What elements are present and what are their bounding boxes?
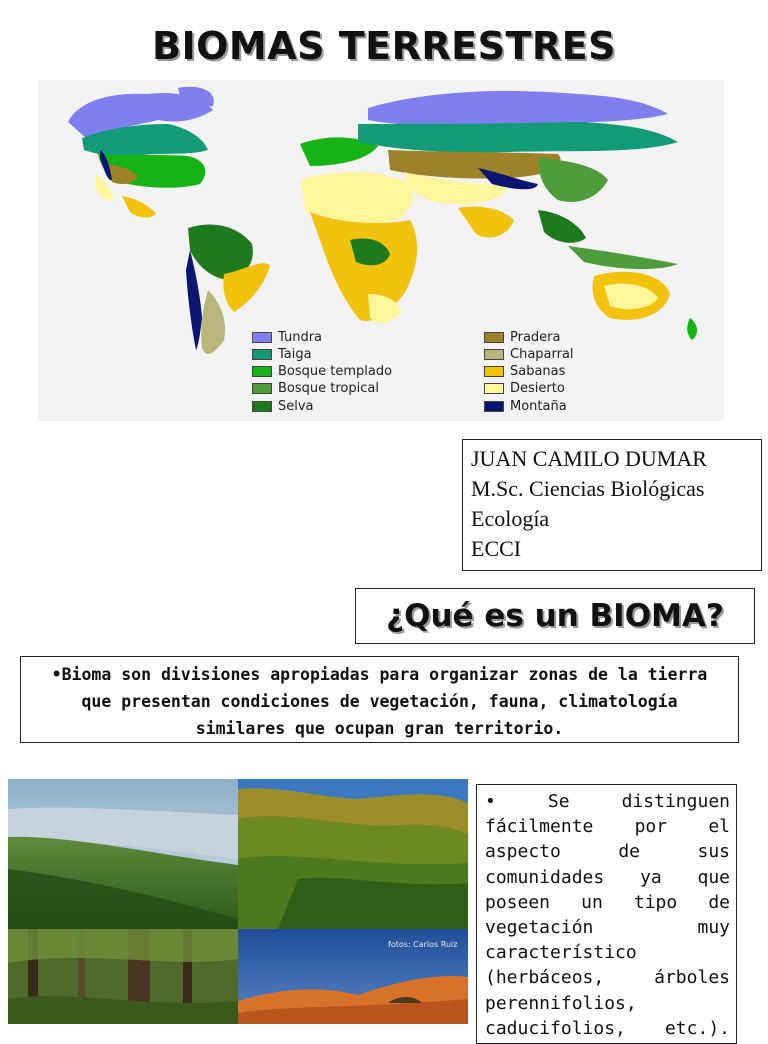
institution: ECCI <box>471 536 522 561</box>
description-line: perennifolios, <box>485 992 637 1014</box>
legend-item-tundra <box>252 330 322 346</box>
legend-label: Selva <box>278 399 314 414</box>
description-line: aspecto de sus <box>485 841 730 863</box>
forest-hills-photo-graphic <box>238 779 468 929</box>
legend-item-pradera <box>484 330 560 346</box>
grassland-photo-graphic <box>8 779 238 929</box>
biome-region-sa-mtn <box>186 250 202 350</box>
biome-region-as-tundra <box>368 91 668 127</box>
chaparral-swatch <box>484 349 504 360</box>
desierto-swatch <box>484 383 504 394</box>
photo-forest-hills <box>238 779 468 929</box>
legend-label: Montaña <box>510 399 567 414</box>
selva-swatch <box>252 401 272 412</box>
legend-item-taiga <box>252 347 312 363</box>
legend-item-bosque-templado <box>252 364 392 380</box>
definition-box <box>20 656 739 743</box>
legend-label: Pradera <box>510 330 561 345</box>
course-subject: Ecología <box>471 506 550 531</box>
definition-line: •Bioma son divisiones apropiadas para organizar zonas de la tierra <box>51 665 708 684</box>
legend-item-desierto <box>484 381 565 397</box>
biome-region-as-sav <box>458 207 514 238</box>
description-line: vegetación muy <box>485 917 730 939</box>
taiga-swatch <box>252 349 272 360</box>
photo-desert-dunes <box>238 929 468 1024</box>
biome-world-map <box>38 80 724 421</box>
photo-grassland-plain <box>8 779 238 929</box>
legend-item-sabanas <box>484 364 565 380</box>
photo-rainforest <box>8 929 238 1024</box>
legend-item-selva <box>252 399 314 415</box>
biome-region-ca-sav <box>122 196 156 218</box>
biome-region-sa-south <box>201 290 225 354</box>
author-degree: M.Sc. Ciencias Biológicas <box>471 476 705 501</box>
legend-label: Bosque tropical <box>278 381 379 396</box>
legend-label: Tundra <box>278 330 323 345</box>
description-line: comunidades ya que <box>485 866 730 888</box>
pradera-swatch <box>484 332 504 343</box>
legend-label: Desierto <box>510 381 565 396</box>
definition-line: similares que ocupan gran territorio. <box>195 719 564 738</box>
tundra-swatch <box>252 332 272 343</box>
biome-region-as-islands <box>568 246 678 269</box>
photo-credit: fotos: Carlos Ruiz <box>388 940 458 949</box>
legend-label: Sabanas <box>510 364 566 379</box>
description-line: poseen un tipo de <box>485 891 730 913</box>
biome-region-as-taiga <box>358 122 678 153</box>
biome-region-as-selva <box>538 210 586 243</box>
description-line: • Se distinguen <box>485 791 730 812</box>
description-line: caducifolios, etc.). <box>485 1017 730 1039</box>
montana-swatch <box>484 401 504 412</box>
definition-line: que presentan condiciones de vegetación, fauna, climatología <box>81 692 678 711</box>
author-info-box <box>462 439 762 571</box>
legend-label: Bosque templado <box>278 364 393 379</box>
rainforest-photo-graphic <box>8 929 238 1024</box>
legend-label: Taiga <box>278 347 312 362</box>
bosque-templado-swatch <box>252 366 272 377</box>
desert-dunes-photo-graphic <box>238 929 468 1024</box>
legend-item-chaparral <box>484 347 574 363</box>
bosque-tropical-swatch <box>252 383 272 394</box>
author-name: JUAN CAMILO DUMAR <box>471 446 707 471</box>
description-line: (herbáceos, árboles <box>485 967 730 989</box>
legend-item-bosque-tropical <box>252 381 379 397</box>
biome-region-nz <box>687 318 697 340</box>
description-box <box>476 784 737 1044</box>
description-line: fácilmente por el <box>485 816 730 838</box>
biome-region-as-temp <box>538 158 608 202</box>
legend-item-montana <box>484 399 567 415</box>
legend-label: Chaparral <box>510 347 574 362</box>
page-title: BIOMAS TERRESTRES <box>152 24 616 68</box>
question-heading: ¿Qué es un BIOMA? <box>355 588 755 644</box>
biome-region-af-sav <box>310 212 417 321</box>
description-line: característico <box>485 942 637 964</box>
sabanas-swatch <box>484 366 504 377</box>
